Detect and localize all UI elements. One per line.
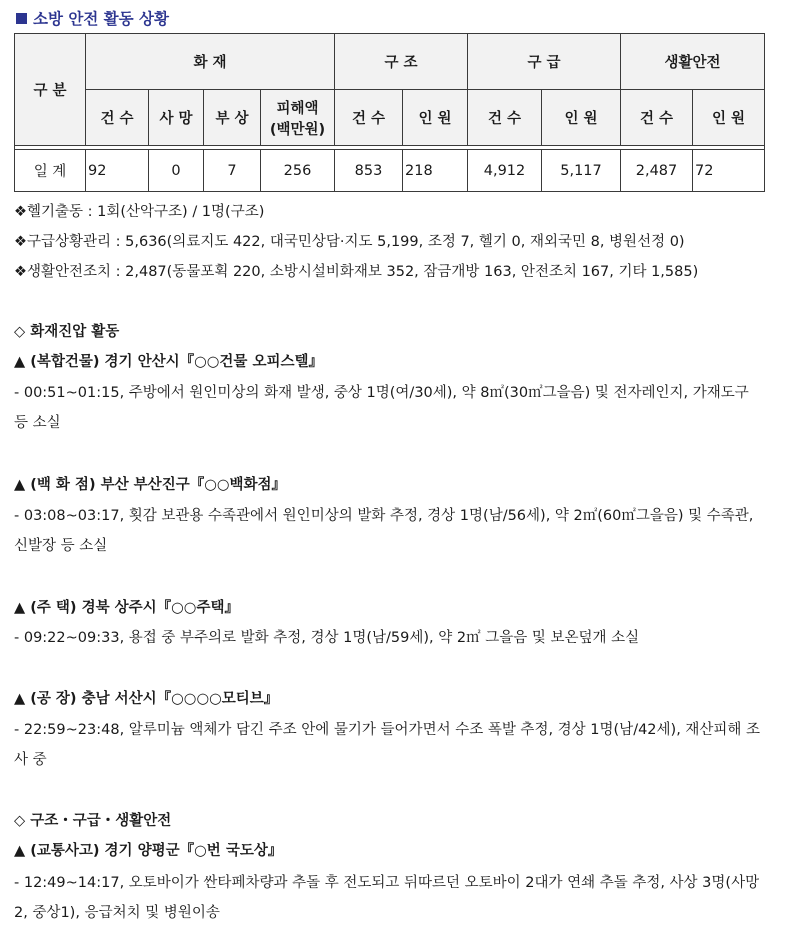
note-ems-management: ❖구급상황관리 : 5,636(의료지도 422, 대국민상담·지도 5,199, 조정 7, 헬기 0, 재외국민 8, 병원선정 0) xyxy=(14,234,685,250)
fire-section-heading: ◇ 화재진압 활동 xyxy=(14,324,120,340)
cell-fire-deaths: 0 xyxy=(149,150,204,192)
incident-body: - 12:49~14:17, 오토바이가 싼타페차량과 추돌 후 전도되고 뒤따르던 오토바이 2대가 연쇄 추돌 추정, 사상 3명(사망2, 중상1), 응급처치 및 병원이송 xyxy=(14,875,760,921)
subheader-fire-injuries: 부 상 xyxy=(204,90,261,146)
subheader-fire-damage-line1: 피해액 xyxy=(276,100,319,117)
cell-life-people: 72 xyxy=(693,150,765,192)
incident-title: ▲ (백 화 점) 부산 부산진구『○○백화점』 xyxy=(14,477,287,493)
table-row xyxy=(15,150,765,192)
subheader-fire-damage xyxy=(261,90,335,146)
cell-life-cases: 2,487 xyxy=(621,150,693,192)
subheader-ems-cases: 건 수 xyxy=(468,90,542,146)
rescue-section-heading: ◇ 구조・구급・생활안전 xyxy=(14,813,172,829)
cell-ems-cases: 4,912 xyxy=(468,150,542,192)
incident-title: ▲ (공 장) 충남 서산시『○○○○모티브』 xyxy=(14,691,279,707)
note-helicopter: ❖헬기출동 : 1회(산악구조) / 1명(구조) xyxy=(14,204,265,220)
square-bullet-icon xyxy=(16,13,27,24)
subheader-rescue-people: 인 원 xyxy=(403,90,468,146)
subheader-fire-deaths: 사 망 xyxy=(149,90,204,146)
incident-body: - 22:59~23:48, 알루미늄 액체가 담긴 주조 안에 물기가 들어가면서 수조 폭발 추정, 경상 1명(남/42세), 재산피해 조사 중 xyxy=(14,722,761,768)
note-life-safety: ❖생활안전조치 : 2,487(동물포획 220, 소방시설비화재보 352, 잠금개방 163, 안전조치 167, 기타 1,585) xyxy=(14,264,699,280)
section-title-text: 소방 안전 활동 상황 xyxy=(33,10,169,28)
subheader-life-cases: 건 수 xyxy=(621,90,693,146)
header-fire: 화 재 xyxy=(86,34,335,90)
incident-body: - 03:08~03:17, 횟감 보관용 수족관에서 원인미상의 발화 추정, 경상 1명(남/56세), 약 2㎡(60㎡그을음) 및 수족관, 신발장 등 소실 xyxy=(14,508,754,554)
incident-title: ▲ (복합건물) 경기 안산시『○○건물 오피스텔』 xyxy=(14,354,324,370)
cell-fire-cases: 92 xyxy=(86,150,149,192)
header-ems: 구 급 xyxy=(468,34,621,90)
incident-body: - 09:22~09:33, 용접 중 부주의로 발화 추정, 경상 1명(남/59세), 약 2㎡ 그을음 및 보온덮개 소실 xyxy=(14,630,640,646)
header-category: 구 분 xyxy=(15,34,86,146)
subheader-fire-cases: 건 수 xyxy=(86,90,149,146)
subheader-ems-people: 인 원 xyxy=(542,90,621,146)
cell-ems-people: 5,117 xyxy=(542,150,621,192)
subheader-fire-damage-line2: (백만원) xyxy=(269,121,326,138)
subheader-rescue-cases: 건 수 xyxy=(335,90,403,146)
incident-title: ▲ (교통사고) 경기 양평군『○번 국도상』 xyxy=(14,843,283,859)
cell-fire-injuries: 7 xyxy=(204,150,261,192)
header-rescue: 구 조 xyxy=(335,34,468,90)
cell-rescue-people: 218 xyxy=(403,150,468,192)
header-life-safety: 생활안전 xyxy=(621,34,765,90)
subheader-life-people: 인 원 xyxy=(693,90,765,146)
section-title xyxy=(16,7,169,29)
activity-stats-table xyxy=(14,33,765,192)
row-label: 일 계 xyxy=(15,150,86,192)
cell-rescue-cases: 853 xyxy=(335,150,403,192)
incident-body: - 00:51~01:15, 주방에서 원인미상의 화재 발생, 중상 1명(여/30세), 약 8㎡(30㎡그을음) 및 전자레인지, 가재도구 등 소실 xyxy=(14,385,749,431)
cell-fire-damage: 256 xyxy=(261,150,335,192)
incident-title: ▲ (주 택) 경북 상주시『○○주택』 xyxy=(14,600,239,616)
